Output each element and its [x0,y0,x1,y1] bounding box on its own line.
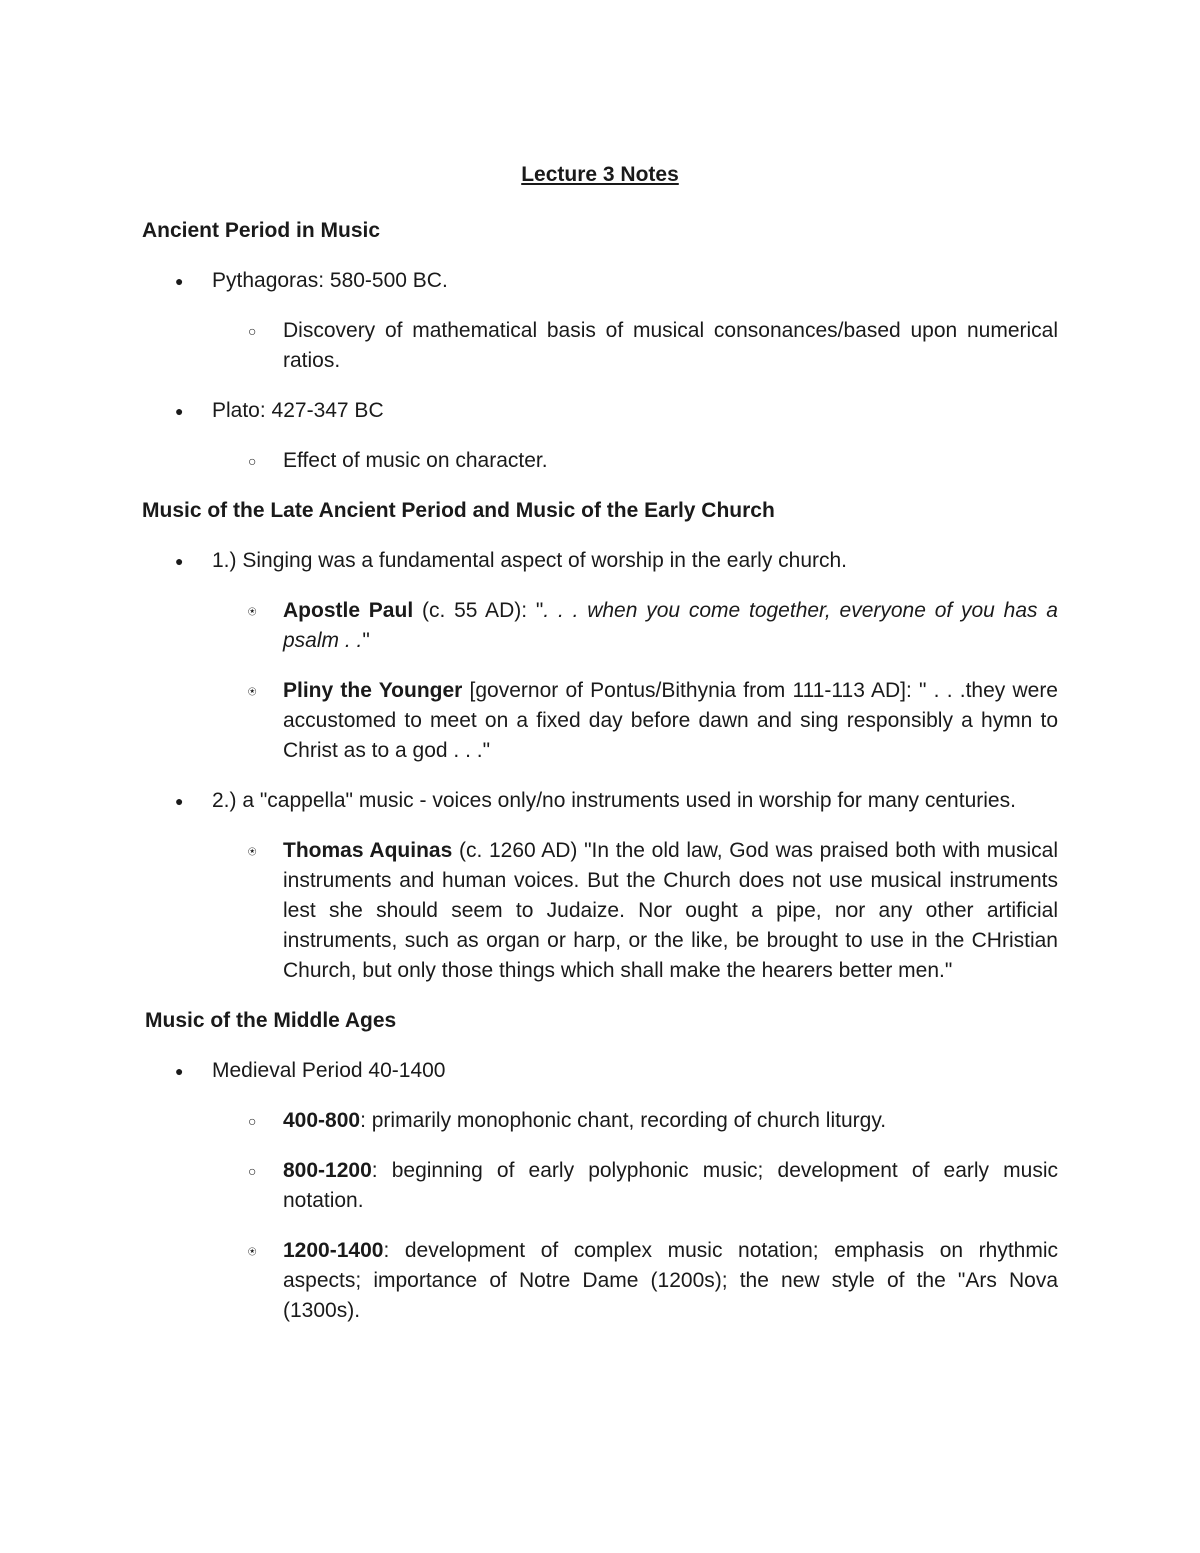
list-item [142,316,1058,376]
section-heading-middle-ages: Music of the Middle Ages [145,1009,397,1032]
document-body [142,160,1058,1346]
circle-bullet-icon: ○ [248,323,257,339]
plato-sub-text: Effect of music on character. [283,449,548,472]
period1-text: : primarily monophonic chant, recording of church liturgy. [360,1109,887,1132]
star-circle-bullet-icon: ⍟ [248,603,257,619]
late-ancient-list [142,546,1058,986]
bullet-icon: ● [175,553,184,569]
pythagoras-sub-text: Discovery of mathematical basis of musical consonances/based upon numerical ratios. [283,319,1058,372]
list-item [142,596,1058,656]
aquinas-name: Thomas Aquinas [283,839,453,862]
list-item [142,786,1058,816]
ancient-list [142,266,1058,476]
period3-text: : development of complex music notation; emphasis on rhythmic aspects; importance of Notre Dame (1200s); the new style of the "Ars Nova (1300s). [283,1239,1058,1322]
bullet-icon: ● [175,1063,184,1079]
period2-text: : beginning of early polyphonic music; development of early music notation. [283,1159,1058,1212]
medieval-text: Medieval Period 40-1400 [212,1059,446,1082]
bullet-icon: ● [175,273,184,289]
circle-bullet-icon: ○ [248,453,257,469]
pliny-name: Pliny the Younger [283,679,463,702]
star-circle-bullet-icon: ⍟ [248,843,257,859]
list-item [142,1106,1058,1136]
item2-text: 2.) a "cappella" music - voices only/no instruments used in worship for many centuries. [212,789,1016,812]
list-item [142,676,1058,766]
pliny-text: [governor of Pontus/Bithynia from 111-113 AD]: " . . .they were accustomed to meet on a fixed day before dawn and sing responsibly a hymn to Christ as to a god . . ." [283,679,1058,762]
list-item [142,266,1058,296]
list-item [142,1236,1058,1326]
circle-bullet-icon: ○ [248,1163,257,1179]
paul-pre: (c. 55 AD): " [413,599,544,622]
item1-text: 1.) Singing was a fundamental aspect of worship in the early church. [212,549,848,572]
aquinas-text: (c. 1260 AD) "In the old law, God was praised both with musical instruments and human voices. But the Church does not use musical instruments lest she should seem to Judaize. Nor ought a pipe, nor any other artificial instruments, such as organ or harp, or the like, be brought to use in the CHristian Church, but only those things which shall make the hearers better men." [283,839,1058,982]
star-circle-bullet-icon: ⍟ [248,683,257,699]
pythagoras-text: Pythagoras: 580-500 BC. [212,269,448,292]
bullet-icon: ● [175,793,184,809]
page-title: Lecture 3 Notes [521,163,679,186]
star-circle-bullet-icon: ⍟ [248,1243,257,1259]
list-item [142,546,1058,576]
paul-quote: . . . when you come together, everyone of you has a psalm . . [283,599,1058,652]
list-item [142,446,1058,476]
plato-text: Plato: 427-347 BC [212,399,384,422]
period3-label: 1200-1400 [283,1239,384,1262]
section-heading-late-ancient: Music of the Late Ancient Period and Music of the Early Church [142,499,775,522]
circle-bullet-icon: ○ [248,1113,257,1129]
paul-name: Apostle Paul [283,599,414,622]
period2-label: 800-1200 [283,1159,372,1182]
paul-post: " [362,629,370,652]
bullet-icon: ● [175,403,184,419]
list-item [142,1056,1058,1086]
section-heading-ancient: Ancient Period in Music [142,219,381,242]
middle-ages-list [142,1056,1058,1326]
period1-label: 400-800 [283,1109,361,1132]
list-item [142,836,1058,986]
list-item [142,396,1058,426]
list-item [142,1156,1058,1216]
